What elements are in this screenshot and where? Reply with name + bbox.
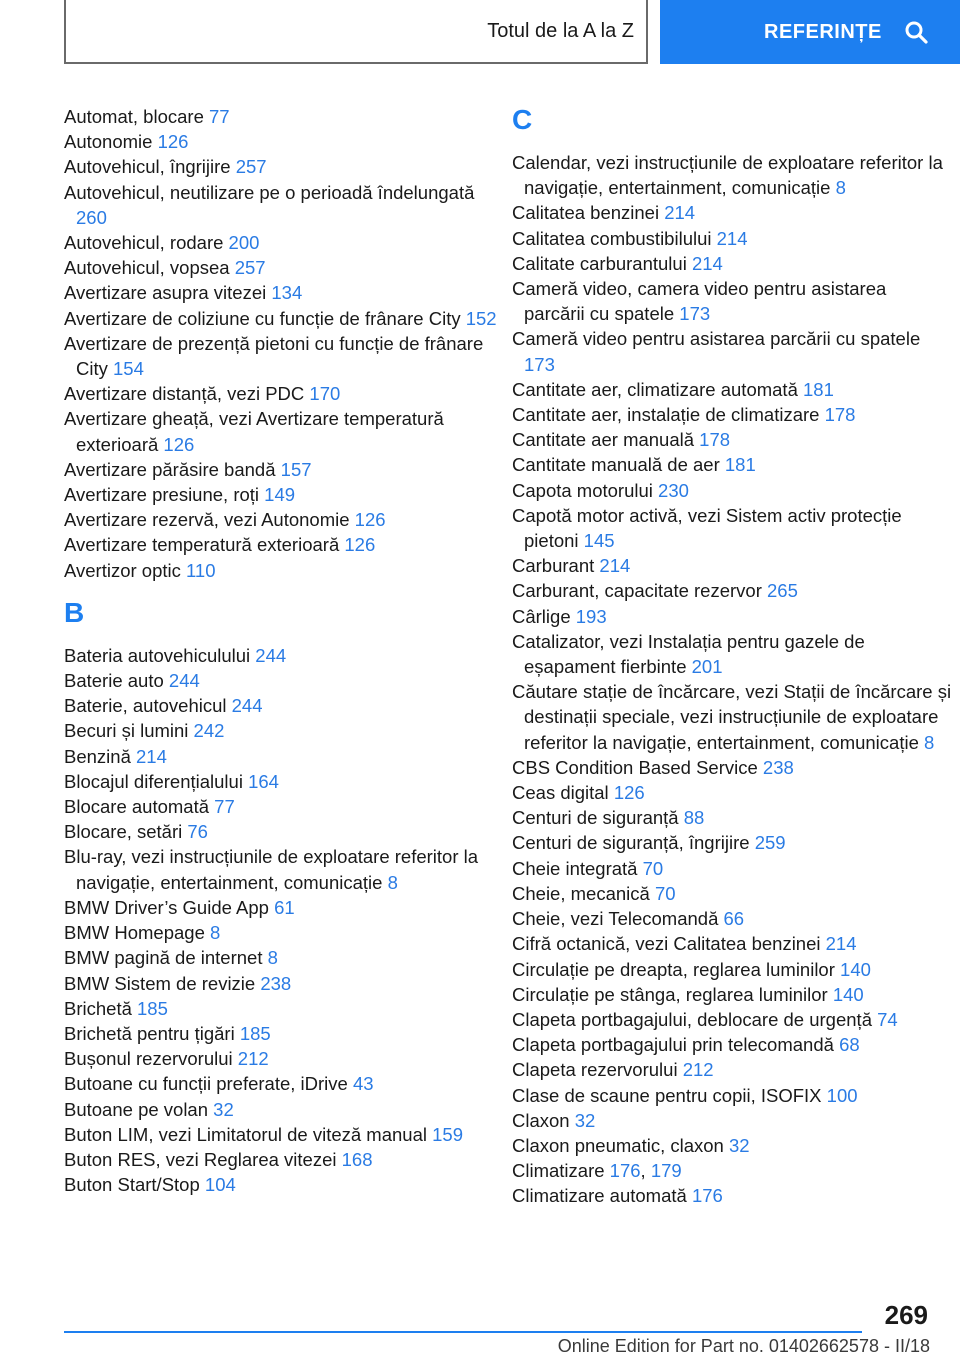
index-entry: [64, 945, 504, 970]
index-entry: [512, 805, 952, 830]
index-entry-term: Cheie integrată: [512, 857, 638, 879]
page-reference-link[interactable]: 154: [113, 358, 144, 380]
index-entry: [64, 457, 504, 482]
index-entry: [512, 276, 952, 326]
index-entry-term: Catalizator, vezi Instalația pentru gazele de eșapament fierbinte: [512, 630, 865, 678]
index-entry-term: Autovehicul, vopsea: [64, 257, 230, 279]
page-reference-link[interactable]: 257: [234, 257, 266, 279]
index-entry: [512, 604, 952, 629]
index-entry-term: Avertizare părăsire bandă: [64, 458, 276, 480]
index-entry-term: Blocare automată: [64, 796, 210, 818]
page-reference-link[interactable]: 214: [691, 252, 723, 274]
page-reference-link[interactable]: 110: [186, 559, 216, 581]
page-reference-link[interactable]: 32: [574, 1109, 596, 1131]
index-entry: [64, 1097, 504, 1122]
page-reference-link[interactable]: 242: [193, 720, 225, 742]
index-entry: [64, 507, 504, 532]
index-entry: [64, 1071, 504, 1096]
index-entry-term: Blu-ray, vezi instrucțiunile de exploatare referitor la navigație, entertainment, comunicație: [64, 846, 479, 893]
index-entry-term: Cantitate aer, instalație de climatizare: [512, 404, 820, 426]
index-entry-term: BMW Sistem de revizie: [64, 972, 256, 994]
index-entry: [512, 377, 952, 402]
index-entry-term: Autovehicul, neutilizare pe o perioadă îndelungată: [64, 181, 475, 203]
index-entry: [64, 744, 504, 769]
index-entry-term: Căutare stație de încărcare, vezi Stații de încărcare și destinații speciale, vezi instrucțiunile de exploatare referitor la navigație, entertainment, comunicație: [512, 681, 952, 753]
index-entry-term: Capotă motor activă, vezi Sistem activ protecție pietoni: [512, 504, 902, 552]
page-reference-link[interactable]: 157: [280, 458, 312, 480]
index-entry-term: Buton RES, vezi Reglarea vitezei: [64, 1148, 337, 1170]
index-entry-term: Autonomie: [64, 131, 153, 153]
page-reference-link[interactable]: 134: [271, 282, 303, 304]
page-reference-link[interactable]: 159: [432, 1123, 463, 1145]
index-entry: [64, 643, 504, 668]
page-reference-link[interactable]: 8: [210, 922, 221, 944]
index-entry-term: Blocajul diferențialului: [64, 770, 243, 792]
index-entry: [512, 452, 952, 477]
index-entry-term: Butoane pe volan: [64, 1098, 209, 1120]
index-entry-term: Benzină: [64, 745, 131, 767]
page-reference-link[interactable]: 170: [309, 383, 341, 405]
index-entry-term: Buton Start/Stop: [64, 1174, 200, 1196]
page-reference-link[interactable]: 193: [575, 605, 607, 627]
index-entry: [64, 1172, 504, 1197]
index-entry-term: Baterie, autovehicul: [64, 695, 227, 717]
edition-footer: Online Edition for Part no. 01402662578 - II/18: [557, 1336, 930, 1356]
index-entry: [64, 104, 504, 129]
index-entry: [512, 780, 952, 805]
index-entry-term: Carburant: [512, 555, 595, 577]
index-entry-term: Bateria autovehiculului: [64, 644, 251, 666]
index-entry: [64, 769, 504, 794]
index-entry-term: Clapeta rezervorului: [512, 1059, 678, 1081]
page-reference-link[interactable]: 126: [344, 534, 376, 556]
page-reference-link[interactable]: 185: [239, 1022, 271, 1044]
index-entry-term: Cantitate aer manuală: [512, 429, 695, 451]
page-reference-link[interactable]: 140: [832, 983, 864, 1005]
references-tab-label: REFERINȚE: [764, 20, 882, 43]
index-entry-term: Avertizare gheață, vezi Avertizare temperatură exterioară: [64, 408, 444, 455]
page-reference-link[interactable]: 259: [754, 832, 786, 854]
page-reference-link[interactable]: 70: [642, 857, 664, 879]
index-entry: [512, 906, 952, 931]
index-entry-term: Capota motorului: [512, 479, 653, 501]
index-entry-term: Avertizare rezervă, vezi Autonomie: [64, 509, 350, 531]
index-entry: [512, 629, 952, 679]
index-entry: [64, 129, 504, 154]
index-entry: [64, 895, 504, 920]
index-entry-term: Calendar, vezi instrucțiunile de exploatare referitor la navigație, entertainment, comunicație: [512, 152, 943, 199]
search-icon[interactable]: [904, 20, 928, 44]
page-reference-link[interactable]: 179: [650, 1160, 682, 1182]
index-entry: [512, 957, 952, 982]
index-entry-term: Climatizare automată: [512, 1185, 687, 1207]
page-reference-link[interactable]: 145: [583, 530, 615, 552]
index-entry-term: Bușonul rezervorului: [64, 1048, 233, 1070]
index-entry-term: Cantitate aer, climatizare automată: [512, 378, 798, 400]
page-reference-link[interactable]: 168: [341, 1148, 373, 1170]
index-entry: Climatizare 176, 179: [512, 1160, 682, 1182]
index-entry-term: Buton LIM, vezi Limitatorul de viteză manual: [64, 1123, 427, 1145]
index-entry-term: Avertizor optic: [64, 559, 181, 581]
page-reference-link[interactable]: 185: [137, 997, 168, 1019]
index-entry-term: Claxon: [512, 1109, 570, 1131]
page-reference-link[interactable]: 257: [235, 156, 267, 178]
index-entry: [512, 200, 952, 225]
page-reference-link[interactable]: 70: [654, 882, 676, 904]
page-reference-link[interactable]: 149: [264, 484, 296, 506]
index-entry: [64, 381, 504, 406]
page-reference-link[interactable]: 68: [839, 1034, 860, 1056]
page-reference-link[interactable]: 126: [354, 509, 386, 531]
index-entry: [512, 1108, 952, 1133]
index-entry-term: Brichetă pentru țigări: [64, 1022, 235, 1044]
index-entry: [512, 1032, 952, 1057]
index-entry-term: BMW Homepage: [64, 922, 205, 944]
index-entry-term: Cameră video, camera video pentru asistarea parcării cu spatele: [512, 278, 887, 325]
page-reference-link[interactable]: 214: [136, 745, 167, 767]
index-entry-term: Cârlige: [512, 605, 571, 627]
page-reference-link[interactable]: 214: [599, 555, 631, 577]
index-entry: [64, 1122, 504, 1147]
index-entry: [512, 226, 952, 251]
index-entry-term: Calitate carburantului: [512, 252, 687, 274]
page-reference-link[interactable]: 181: [724, 454, 756, 476]
page-reference-link[interactable]: 176: [691, 1185, 723, 1207]
index-entry-term: Calitatea combustibilului: [512, 227, 712, 249]
index-entry: [64, 154, 504, 179]
index-entry-term: Avertizare presiune, roți: [64, 484, 260, 506]
page-reference-link[interactable]: 88: [683, 807, 705, 829]
index-entry-term: Claxon pneumatic, claxon: [512, 1134, 724, 1156]
page-reference-link[interactable]: 66: [723, 908, 745, 930]
page-reference-link[interactable]: 74: [877, 1008, 898, 1030]
page-reference-link[interactable]: 244: [231, 695, 263, 717]
index-entry: [64, 255, 504, 280]
page-reference-link[interactable]: 238: [762, 756, 794, 778]
page-reference-link[interactable]: 173: [524, 353, 555, 375]
index-entry-term: Cheie, mecanică: [512, 882, 650, 904]
section-header: [64, 0, 648, 64]
index-entry-term: Ceas digital: [512, 782, 609, 804]
index-entry-term: Clapeta portbagajului prin telecomandă: [512, 1034, 834, 1056]
index-entry: [64, 819, 504, 844]
index-entry-term: Avertizare de prezență pietoni cu funcție de frânare City: [64, 332, 484, 380]
page-reference-link[interactable]: 104: [204, 1174, 236, 1196]
index-entry: [512, 679, 952, 755]
page-reference-link[interactable]: 8: [387, 871, 398, 893]
index-entry-term: Cantitate manuală de aer: [512, 454, 720, 476]
page-reference-link[interactable]: 214: [825, 933, 857, 955]
index-entry: [512, 982, 952, 1007]
page-reference-link[interactable]: 212: [237, 1048, 269, 1070]
index-entry: [64, 1046, 504, 1071]
index-entry: [64, 693, 504, 718]
index-entry-term: Brichetă: [64, 997, 132, 1019]
index-entry: [64, 482, 504, 507]
page-reference-link[interactable]: 100: [826, 1084, 858, 1106]
index-entry: [64, 280, 504, 305]
page-reference-link[interactable]: 140: [840, 958, 871, 980]
page-reference-link[interactable]: 201: [691, 656, 723, 678]
page-reference-link[interactable]: 8: [267, 947, 278, 969]
index-entry: [512, 1183, 952, 1208]
index-entry-term: Cifră octanică, vezi Calitatea benzinei: [512, 933, 821, 955]
index-entry: [512, 931, 952, 956]
page-reference-link[interactable]: 43: [352, 1073, 374, 1095]
index-entry-term: BMW Driver’s Guide App: [64, 896, 269, 918]
footer-divider: [64, 1331, 862, 1333]
index-entry: [512, 1083, 952, 1108]
index-entry: [64, 558, 504, 583]
index-entry-term: Avertizare asupra vitezei: [64, 282, 267, 304]
index-entry-term: Autovehicul, rodare: [64, 232, 224, 254]
index-entry-term: BMW pagină de internet: [64, 947, 263, 969]
index-entry-term: Becuri și lumini: [64, 720, 189, 742]
index-entry-term: Avertizare de coliziune cu funcție de frânare City: [64, 307, 461, 329]
index-entry: [512, 1133, 952, 1158]
index-entry: [64, 180, 504, 230]
index-entry: [512, 578, 952, 603]
page-reference-link[interactable]: 8: [835, 177, 846, 199]
section-title: Totul de la A la Z: [487, 19, 634, 42]
index-entry-term: Butoane cu funcții preferate, iDrive: [64, 1073, 348, 1095]
index-entry: [64, 306, 504, 331]
index-entry-term: Baterie auto: [64, 670, 164, 692]
index-entry: [64, 1021, 504, 1046]
index-entry: [512, 1057, 952, 1082]
index-column-right: [512, 104, 952, 1209]
page-reference-link[interactable]: 260: [76, 206, 107, 228]
index-entry: [64, 406, 504, 456]
index-entry: [512, 326, 952, 376]
index-entry-term: Centuri de siguranță: [512, 807, 679, 829]
references-tab[interactable]: [660, 0, 960, 64]
index-entry-term: Clapeta portbagajului, deblocare de urgență: [512, 1008, 872, 1030]
page-reference-link[interactable]: 76: [187, 821, 208, 843]
index-entry: [64, 794, 504, 819]
page-reference-link[interactable]: 176: [609, 1160, 641, 1182]
index-entry-term: Automat, blocare: [64, 106, 204, 127]
page-reference-link[interactable]: 8: [924, 731, 935, 753]
page-reference-link[interactable]: 77: [209, 106, 230, 127]
page-reference-link[interactable]: 173: [679, 303, 711, 325]
index-entry: [512, 553, 952, 578]
index-entry-term: Centuri de siguranță, îngrijire: [512, 832, 750, 854]
page-reference-link[interactable]: 244: [255, 644, 287, 666]
index-entry: [512, 402, 952, 427]
index-entry-term: Cheie, vezi Telecomandă: [512, 908, 719, 930]
index-letter-heading: B: [64, 596, 85, 628]
page-reference-link[interactable]: 200: [228, 232, 260, 254]
index-entry: [512, 251, 952, 276]
index-entry: [64, 920, 504, 945]
index-entry-term: Circulație pe stânga, reglarea luminilor: [512, 983, 828, 1005]
index-entry: [64, 844, 504, 894]
page-reference-link[interactable]: 214: [716, 227, 748, 249]
page-reference-link[interactable]: 32: [728, 1134, 750, 1156]
page-reference-link[interactable]: 32: [213, 1098, 234, 1120]
index-entry: [512, 881, 952, 906]
page-reference-link[interactable]: 214: [664, 202, 696, 224]
index-entry: [512, 478, 952, 503]
index-entry-term: Clase de scaune pentru copii, ISOFIX: [512, 1084, 822, 1106]
page-reference-link[interactable]: 238: [260, 972, 292, 994]
index-entry-term: Autovehicul, îngrijire: [64, 156, 231, 178]
page-reference-link[interactable]: 181: [803, 378, 834, 400]
index-entry: [64, 996, 504, 1021]
index-entry-term: CBS Condition Based Service: [512, 756, 758, 778]
index-column-left: [64, 104, 504, 1197]
page-reference-link[interactable]: 126: [163, 433, 195, 455]
index-entry: [64, 230, 504, 255]
page-reference-link[interactable]: 178: [699, 429, 731, 451]
index-entry: [512, 856, 952, 881]
index-entry-term: Climatizare: [512, 1160, 605, 1182]
index-letter-heading: C: [512, 104, 533, 135]
page-reference-link[interactable]: 178: [824, 404, 856, 426]
page-reference-link[interactable]: 164: [248, 770, 279, 792]
index-entry: [512, 150, 952, 200]
index-entry-term: Carburant, capacitate rezervor: [512, 580, 762, 602]
page-number: 269: [884, 1300, 928, 1330]
index-entry-term: Blocare, setări: [64, 821, 183, 843]
page-reference-link[interactable]: 265: [767, 580, 798, 602]
page-reference-link[interactable]: 244: [168, 670, 200, 692]
page-reference-link[interactable]: 61: [274, 896, 295, 918]
page-reference-link[interactable]: 77: [214, 796, 235, 818]
index-entry: [512, 1007, 952, 1032]
index-entry: [512, 503, 952, 553]
page-reference-link[interactable]: 152: [465, 307, 497, 329]
index-entry-term: Avertizare distanță, vezi PDC: [64, 383, 305, 405]
index-entry: [512, 830, 952, 855]
index-entry: [64, 1147, 504, 1172]
index-entry-term: Cameră video pentru asistarea parcării cu spatele: [512, 328, 921, 350]
index-entry: [512, 427, 952, 452]
page-reference-link[interactable]: 230: [658, 479, 689, 501]
index-entry: [512, 755, 952, 780]
index-entry: [64, 331, 504, 381]
page-reference-link[interactable]: 126: [157, 131, 189, 153]
page-reference-link[interactable]: 212: [682, 1059, 714, 1081]
index-entry: [64, 718, 504, 743]
index-entry-term: Calitatea benzinei: [512, 202, 660, 224]
index-entry: [64, 668, 504, 693]
index-entry-term: Circulație pe dreapta, reglarea luminilor: [512, 958, 835, 980]
index-entry: [64, 971, 504, 996]
page-reference-link[interactable]: 126: [613, 782, 645, 804]
index-entry: [64, 532, 504, 557]
index-entry-term: Avertizare temperatură exterioară: [64, 534, 340, 556]
